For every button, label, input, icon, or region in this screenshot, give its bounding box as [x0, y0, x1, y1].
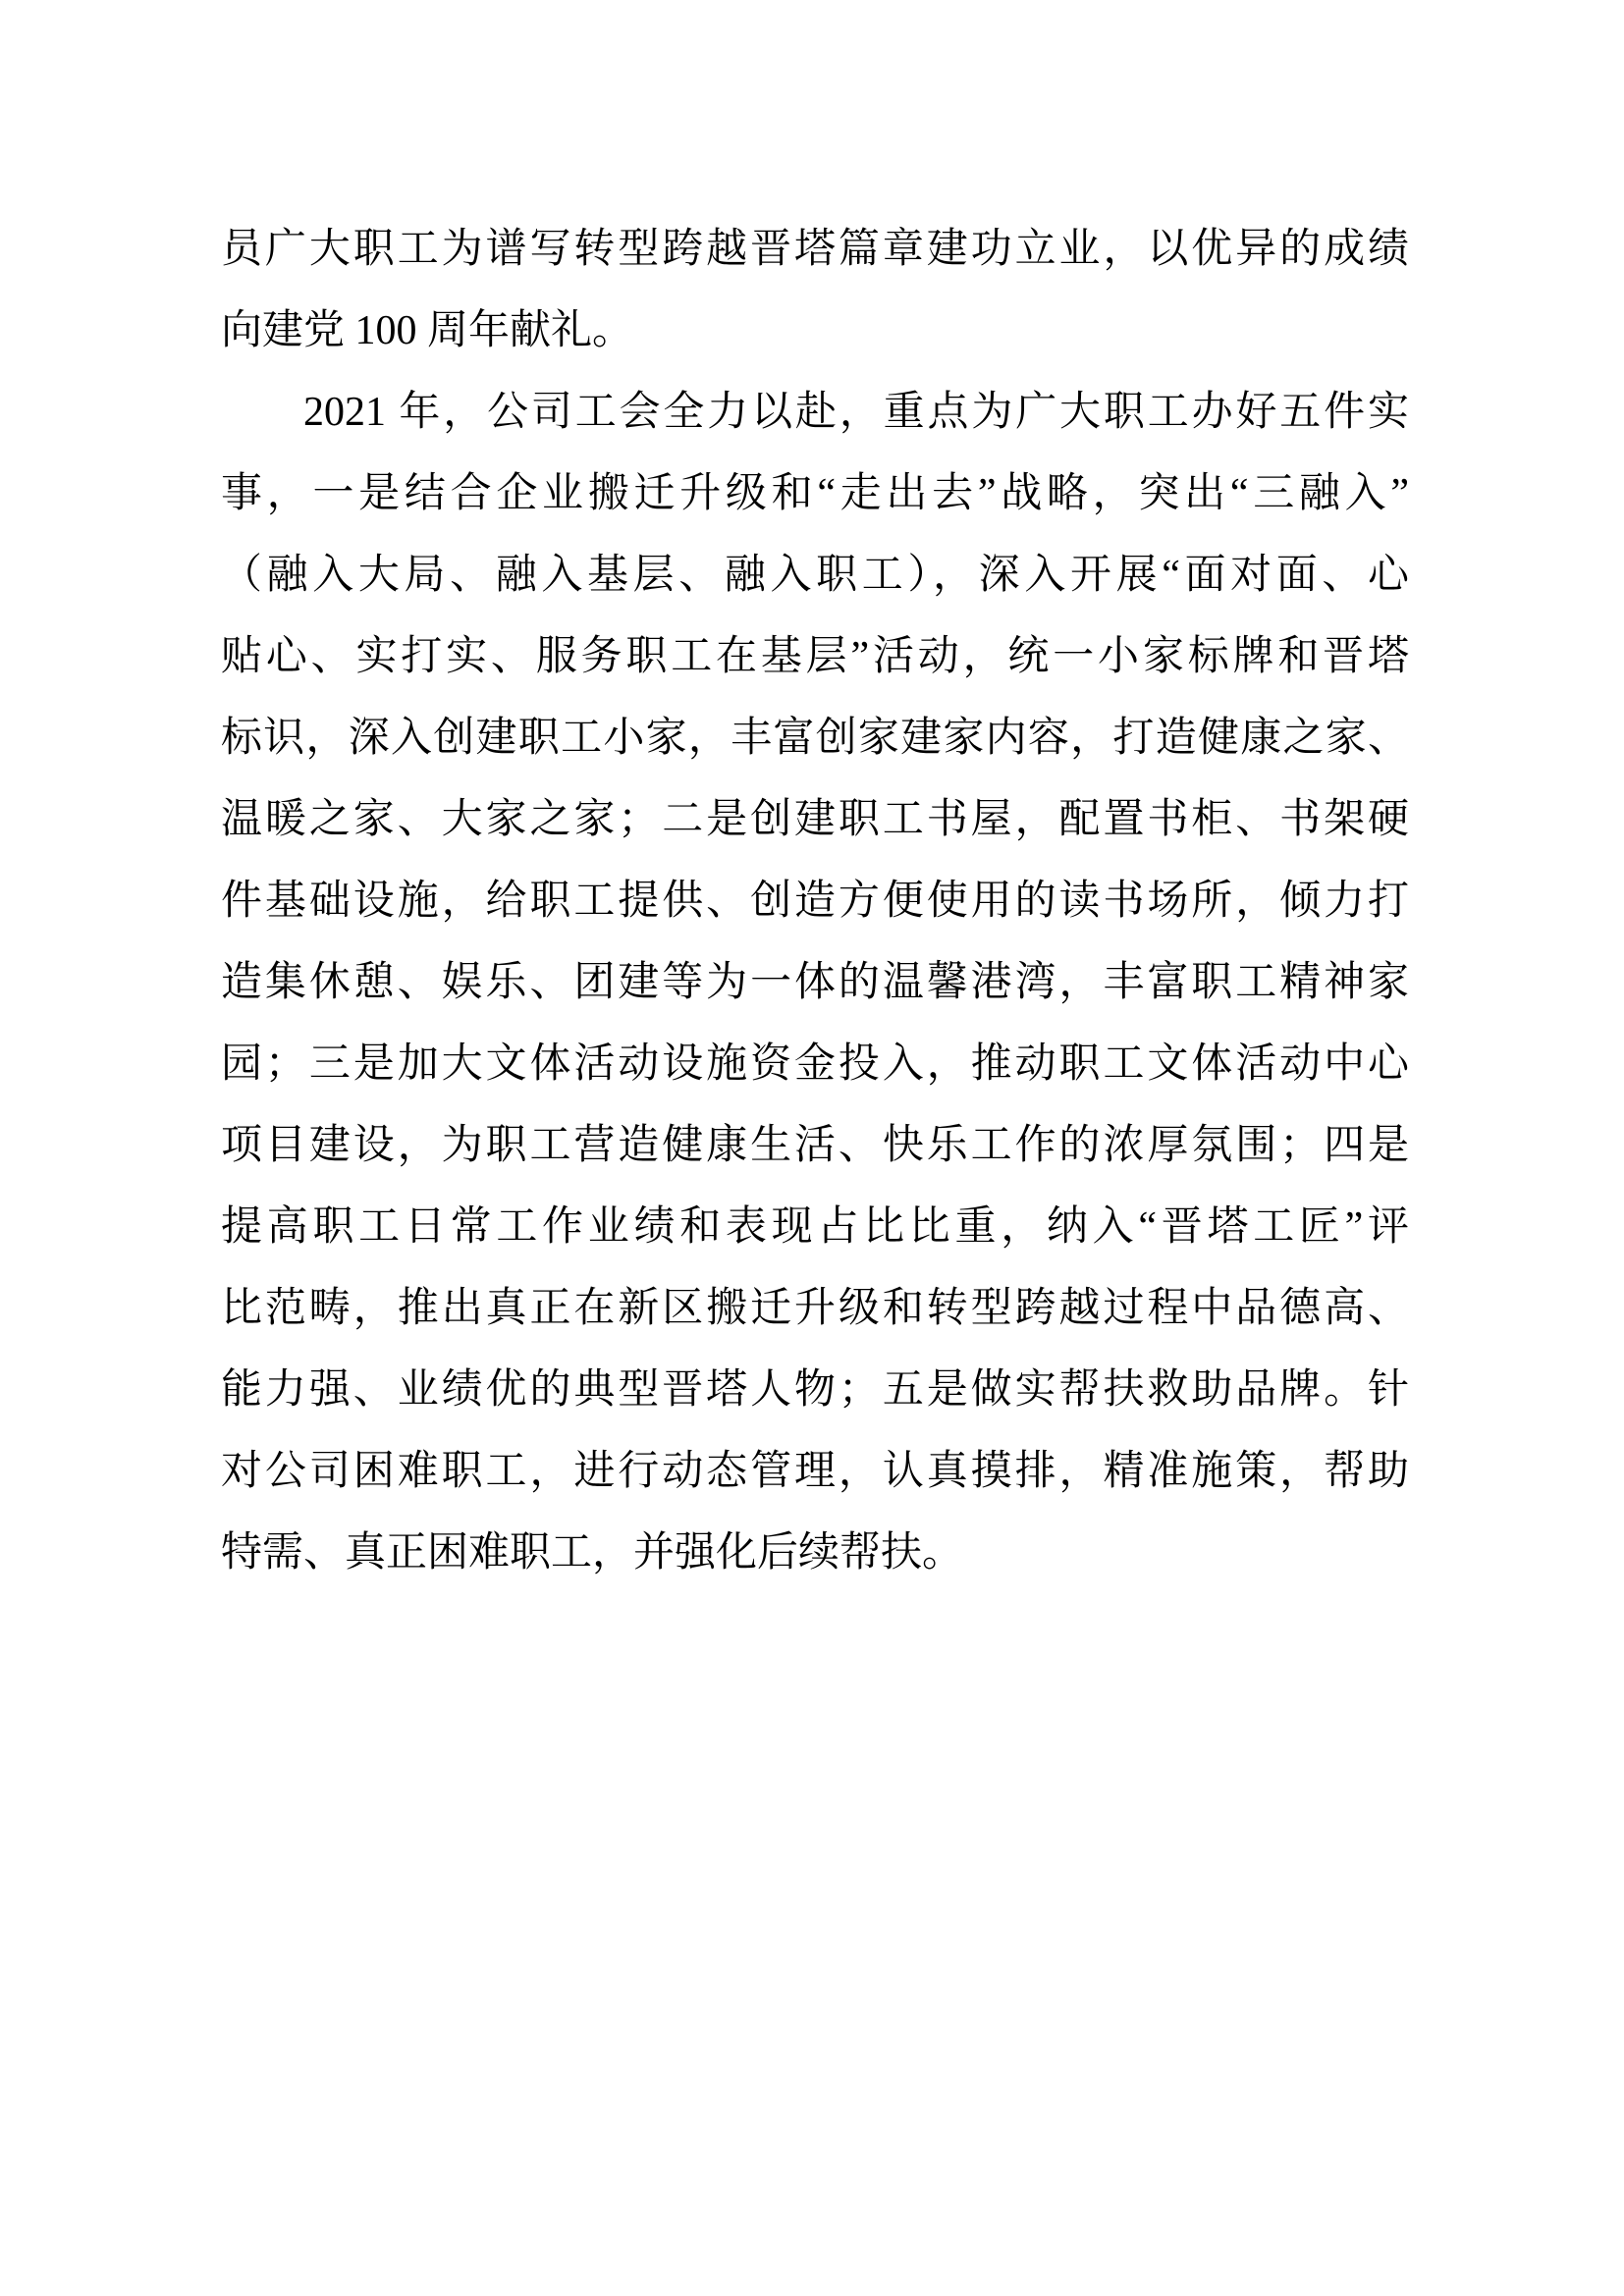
text-line: 标识，深入创建职工小家，丰富创家建家内容，打造健康之家、 — [221, 716, 1409, 761]
text-line: 温暖之家、大家之家；二是创建职工书屋，配置书柜、书架硬 — [221, 797, 1409, 842]
text-line: 向建党 100 周年献礼。 — [221, 308, 634, 353]
text-line: 事，一是结合企业搬迁升级和“走出去”战略，突出“三融入” — [221, 471, 1409, 516]
document-body — [221, 209, 1409, 1594]
text-line: 能力强、业绩优的典型晋塔人物；五是做实帮扶救助品牌。针 — [221, 1367, 1409, 1413]
text-line: 2021 年，公司工会全力以赴，重点为广大职工办好五件实 — [303, 390, 1409, 435]
text-line: 提高职工日常工作业绩和表现占比比重，纳入“晋塔工匠”评 — [221, 1204, 1409, 1250]
text-line: 项目建设，为职工营造健康生活、快乐工作的浓厚氛围；四是 — [221, 1123, 1409, 1168]
text-line: （融入大局、融入基层、融入职工），深入开展“面对面、心 — [221, 553, 1409, 598]
text-line: 件基础设施，给职工提供、创造方便使用的读书场所，倾力打 — [221, 879, 1409, 924]
text-line: 贴心、实打实、服务职工在基层”活动，统一小家标牌和晋塔 — [221, 634, 1409, 679]
text-line: 园；三是加大文体活动设施资金投入，推动职工文体活动中心 — [221, 1041, 1409, 1087]
text-line: 对公司困难职工，进行动态管理，认真摸排，精准施策，帮助 — [221, 1449, 1409, 1494]
text-line: 特需、真正困难职工，并强化后续帮扶。 — [221, 1530, 964, 1575]
text-line: 造集休憩、娱乐、团建等为一体的温馨港湾，丰富职工精神家 — [221, 960, 1409, 1005]
text-line: 比范畴，推出真正在新区搬迁升级和转型跨越过程中品德高、 — [221, 1286, 1409, 1331]
text-line: 员广大职工为谱写转型跨越晋塔篇章建功立业，以优异的成绩 — [221, 227, 1409, 272]
